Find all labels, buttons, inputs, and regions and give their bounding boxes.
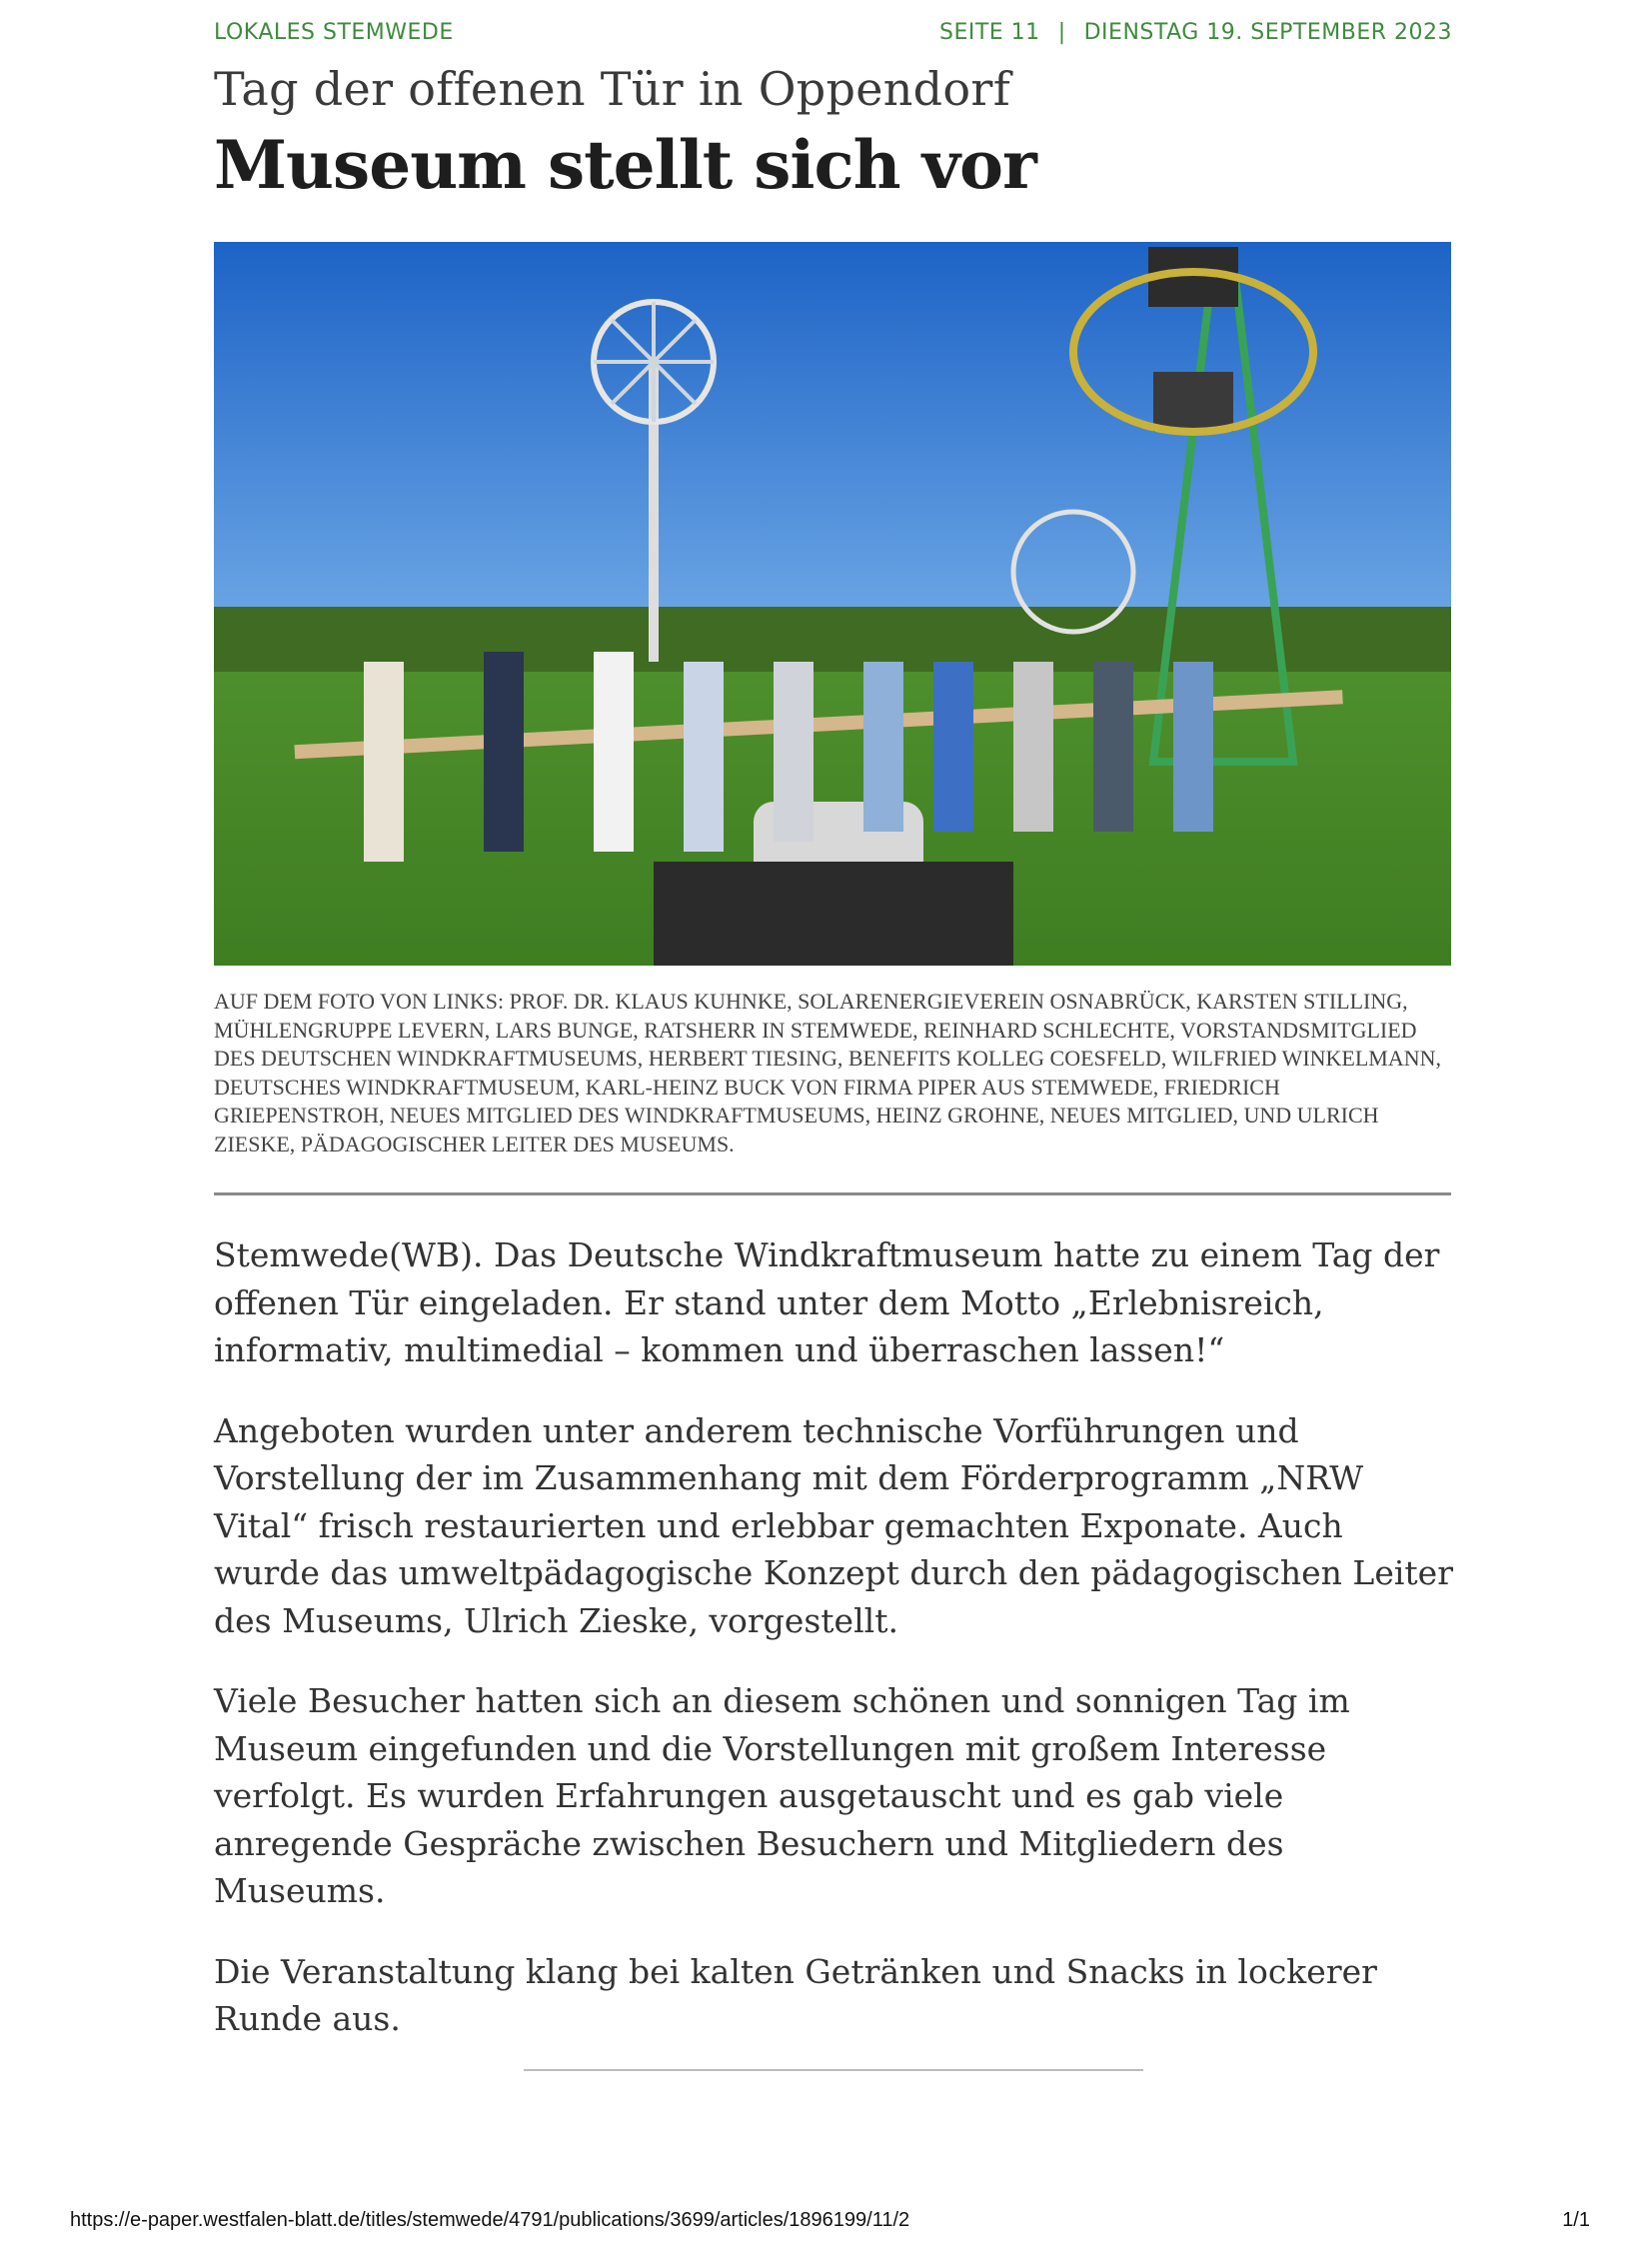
footer-page-count: 1/1	[1562, 2209, 1590, 2231]
end-divider	[524, 2069, 1143, 2071]
photo-caption: AUF DEM FOTO VON LINKS: PROF. DR. KLAUS KUHNKE, SOLARENERGIEVEREIN OSNABRÜCK, KARSTEN STILLING, MÜHLENGRUPPE LEVERN, LARS BUNGE, RATSHERR IN STEMWEDE, REINHARD SCHLECHTE, VORSTANDSMITGLIED DES DEUTSCHEN WINDKRAFTMUSEUMS, HERBERT TIESING, BENEFITS KOLLEG COESFELD, WILFRIED WINKELMANN, DEUTSCHES WINDKRAFTMUSEUM, KARL-HEINZ BUCK VON FIRMA PIPER AUS STEMWEDE, FRIEDRICH GRIEPENSTROH, NEUES MITGLIED DES WINDKRAFTMUSEUMS, HEINZ GROHNE, NEUES MITGLIED, UND ULRICH ZIESKE, PÄDAGOGISCHER LEITER DES MUSEUMS.	[214, 989, 1442, 1156]
article-paragraph: Stemwede(WB). Das Deutsche Windkraftmuseum hatte zu einem Tag der offenen Tür eingeladen. Er stand unter dem Motto „Erlebnisreich, informativ, multimedial – kommen und überraschen lassen!“	[214, 1235, 1440, 1369]
footer-url[interactable]: https://e-paper.westfalen-blatt.de/titles/stemwede/4791/publications/3699/articles/1896199/11/2	[70, 2209, 910, 2231]
photo-illustration	[214, 242, 1451, 966]
mat	[654, 862, 1013, 966]
page-number: SEITE 11	[939, 20, 1040, 45]
divider	[214, 1192, 1451, 1195]
article-paragraph: Viele Besucher hatten sich an diesem schönen und sonnigen Tag im Museum eingefunden und die Vorstellungen mit großem Interesse verfolgt. Es wurden Erfahrungen ausgetauscht und es gab viele anregende Gespräche zwischen Besuchern und Mitgliedern des Museums.	[214, 1681, 1350, 1910]
article-paragraph: Die Veranstaltung klang bei kalten Getränken und Snacks in lockerer Runde aus.	[214, 1951, 1377, 2038]
section-label: LOKALES STEMWEDE	[214, 20, 454, 45]
sky	[214, 242, 1451, 642]
article-headline: Museum stellt sich vor	[214, 126, 1036, 204]
article-paragraph: Angeboten wurden unter anderem technische Vorführungen und Vorstellung der im Zusammenhang mit dem Förderprogramm „NRW Vital“ frisch restaurierten und erlebbar gemachten Exponate. Auch wurde das umweltpädagogische Konzept durch den pädagogischen Leiter des Museums, Ulrich Zieske, vorgestellt.	[214, 1410, 1453, 1640]
article-photo	[214, 242, 1451, 966]
issue-date: DIENSTAG 19. SEPTEMBER 2023	[1083, 20, 1452, 45]
article-kicker: Tag der offenen Tür in Oppendorf	[214, 62, 1011, 116]
article-body	[214, 1231, 1453, 2076]
issue-info	[939, 20, 1452, 45]
header-separator: |	[1057, 20, 1066, 45]
